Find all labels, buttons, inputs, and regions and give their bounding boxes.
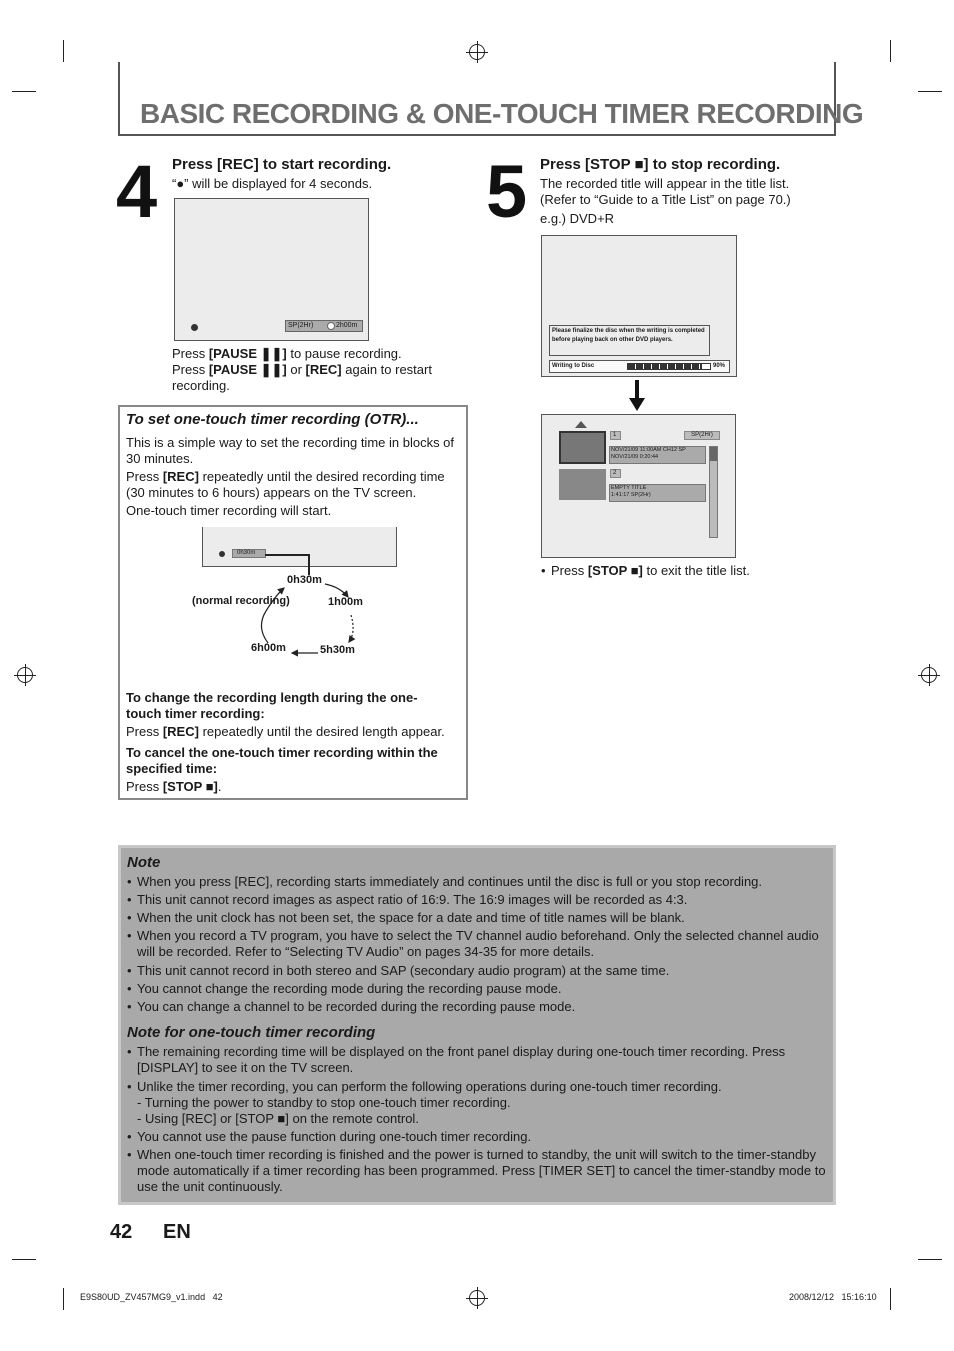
writing-bar: Writing to Disc 90% [549,360,730,373]
otr-cycle-diagram [120,547,466,677]
rec-remaining: 2h00m [336,322,358,329]
crop-mark [63,40,64,62]
cycle-label-normal: (normal recording) [192,595,290,607]
exit-title-list-text: • Press [STOP ■] to exit the title list. [541,563,750,579]
otr-title: To set one-touch timer recording (OTR)... [126,411,419,428]
crop-mark [918,1259,942,1260]
finalize-screen [541,235,737,377]
title-2-info: EMPTY TITLE 1:41:17 SP(2Hr) [609,484,706,502]
note-item: • This unit cannot record in both stereo and SAP (secondary audio program) at the same time. [127,963,827,979]
otr-panel [118,405,468,800]
otr-cancel-heading: To cancel the one-touch timer recording within the specified time: [126,745,438,776]
title-list-screen [541,414,736,558]
writing-progress-fill [628,364,702,369]
step5-heading: Press [STOP ■] to stop recording. [540,156,781,173]
rec-mode: SP(2Hr) [288,322,314,329]
note-item: • You can change a channel to be recorded during the recording pause mode. [127,999,827,1015]
crop-mark [890,1288,891,1310]
step-number-5: 5 [486,150,528,233]
otr-paragraph-3: One-touch timer recording will start. [126,503,332,518]
note-title: Note [127,854,161,871]
step4-subtext: “●” will be displayed for 4 seconds. [172,176,373,191]
registration-mark-icon [469,44,485,60]
page-title: BASIC RECORDING & ONE-TOUCH TIMER RECORDING [140,98,864,129]
title-1-number: 1 [610,431,621,440]
note-panel [118,845,836,1205]
crop-mark [890,40,891,62]
crop-mark [918,91,942,92]
otr-note-item: • Unlike the timer recording, you can perform the following operations during one-touch timer recording. [127,1079,827,1095]
thumbnail-1 [559,431,606,464]
pause-line-3: recording. [172,378,230,393]
registration-mark-icon [469,1290,485,1306]
registration-mark-icon [17,667,33,683]
otr-cancel-text: Press [STOP ■]. [126,779,222,794]
step4-heading: Press [REC] to start recording. [172,156,392,173]
cycle-label-5h30m: 5h30m [320,644,355,656]
list-scrollbar-thumb[interactable] [710,447,717,461]
cycle-label-6h00m: 6h00m [251,642,286,654]
footer-date: 2008/12/12 15:16:10 [789,1292,877,1302]
pause-line-1: Press [PAUSE ❚❚] to pause recording. [172,346,402,361]
crop-mark [12,1259,36,1260]
page-number: 42 [110,1221,133,1243]
note-item: • This unit cannot record images as aspect ratio of 16:9. The 16:9 images will be recorded as 4:3. [127,892,827,908]
otr-note-item: • The remaining recording time will be displayed on the front panel display during one-touch timer recording. Press [DISPLAY] to see it on the TV screen. [127,1044,827,1076]
otr-paragraph-2: Press [REC] repeatedly until the desired recording time (30 minutes to 6 hours) appears on the TV screen. [126,469,445,500]
rec-status-bar [285,320,363,332]
note-item: • When you press [REC], recording starts immediately and continues until the disc is full or you stop recording. [127,874,827,890]
thumbnail-2 [559,469,606,500]
language-label: EN [163,1221,191,1243]
rec-dot-icon [191,324,198,331]
otr-change-heading: To change the recording length during the one-touch timer recording: [126,690,418,721]
rec-screen [174,198,369,341]
crop-mark [12,91,36,92]
title-2-number: 2 [610,469,621,478]
step-number-4: 4 [116,150,158,233]
down-arrow-icon [629,380,645,412]
otr-note-item: • When one-touch timer recording is finished and the power is turned to standby, the unit will switch to the timer-standby mode automatically if a timer recording has been programmed. Press [TIMER SET] to cancel the timer-standby mode to use the unit continuously. [127,1147,827,1195]
otr-note-subitem: - Using [REC] or [STOP ■] on the remote control. [137,1111,419,1126]
pause-line-2: Press [PAUSE ❚❚] or [REC] again to restart [172,362,432,377]
writing-progress-track [627,363,711,370]
step5-line-1: The recorded title will appear in the title list. [540,176,790,191]
clock-icon [327,322,335,330]
title-1-info: NOV/21/09 11:00AM CH12 SP NOV/21/09 0:20:44 [609,446,706,464]
otr-note-title: Note for one-touch timer recording [127,1024,376,1041]
cycle-label-1h00m: 1h00m [328,596,363,608]
note-item: • You cannot change the recording mode during the recording pause mode. [127,981,827,997]
cycle-label-0h30m: 0h30m [287,574,322,586]
crop-mark [63,1288,64,1310]
footer-file: E9S80UD_ZV457MG9_v1.indd 42 [80,1292,223,1302]
otr-paragraph-1: This is a simple way to set the recording time in blocks of 30 minutes. [126,435,455,466]
finalize-message: Please finalize the disc when the writing is completed before playing back on other DVD players. [549,325,710,356]
otr-change-text: Press [REC] repeatedly until the desired length appear. [126,724,445,739]
otr-time-badge: 0h30m [232,549,266,558]
otr-note-item: • You cannot use the pause function during one-touch timer recording. [127,1129,827,1145]
list-scrollbar[interactable] [709,446,718,538]
registration-mark-icon [921,667,937,683]
note-item: • When the unit clock has not been set, the space for a date and time of title names will be blank. [127,910,827,926]
step5-line-3: e.g.) DVD+R [540,211,615,226]
step5-line-2: (Refer to “Guide to a Title List” on page 70.) [540,192,791,207]
scroll-up-icon [575,421,587,428]
otr-note-subitem: - Turning the power to standby to stop one-touch timer recording. [137,1095,511,1110]
note-item: • When you record a TV program, you have to select the TV channel audio beforehand. Only the selected channel audio will be recorded. Refer to “Selecting TV Audio” on pages 34-35 for more details. [127,928,827,960]
title-1-mode: SP(2Hr) [684,431,720,440]
